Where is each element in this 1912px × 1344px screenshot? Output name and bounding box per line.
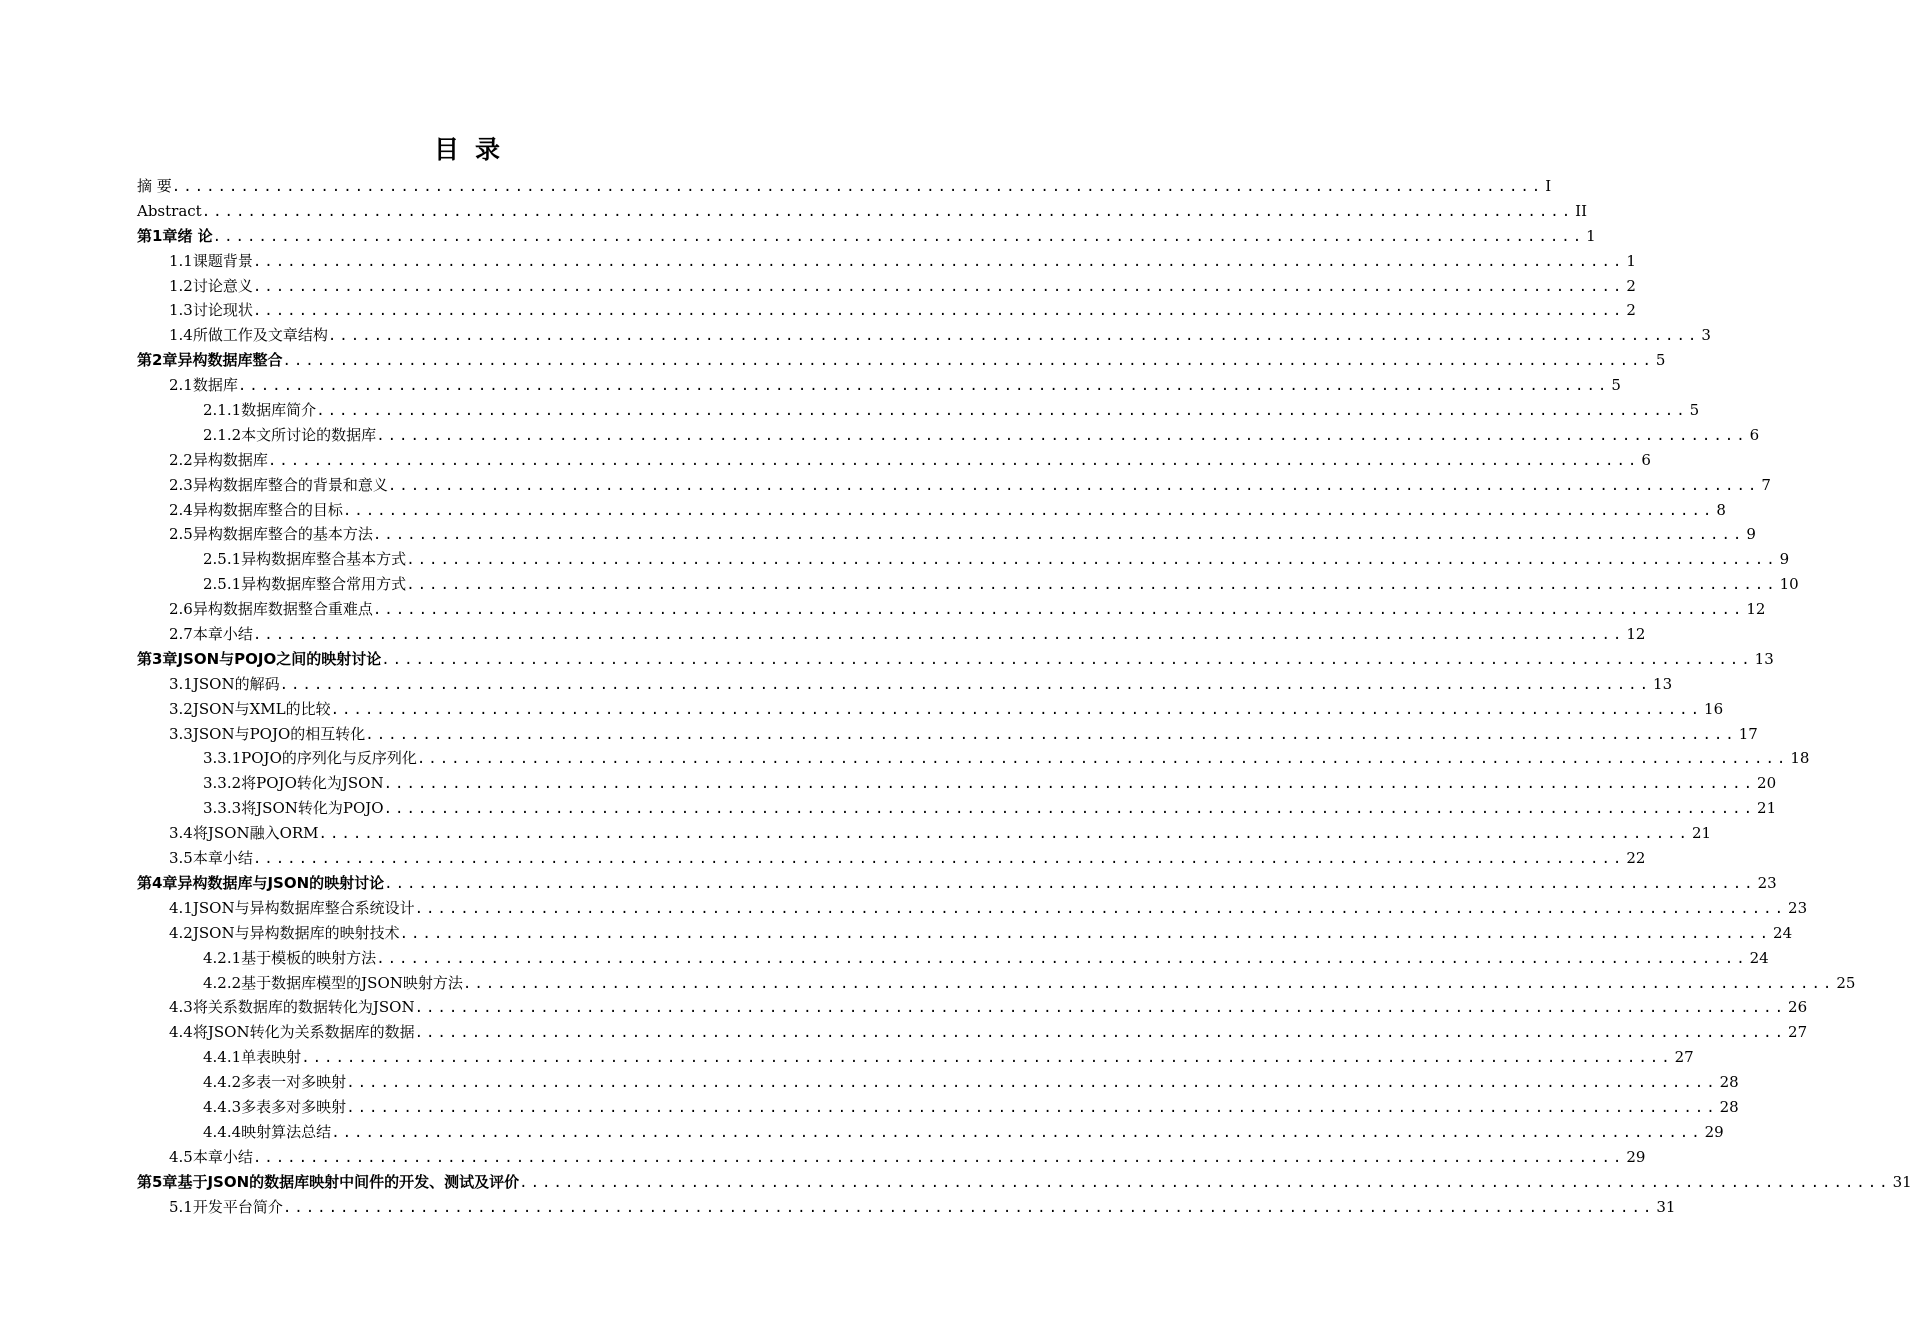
toc-entry-page: 21 [1757, 799, 1777, 818]
toc-leader-dots: ........................................................................................................................ [376, 427, 1748, 444]
toc-leader-dots: ........................................................................................................................ [316, 403, 1688, 420]
toc-entry[interactable] [137, 946, 1769, 971]
toc-entry-number: 3.5 [169, 849, 193, 868]
toc-entry-page: 2 [1626, 276, 1636, 295]
toc-leader-dots: ........................................................................................................................ [237, 378, 1610, 395]
toc-entry[interactable] [137, 1020, 1808, 1045]
toc-entry-number: 2.1.1 [203, 401, 242, 420]
toc-entry-page: 23 [1788, 898, 1808, 917]
toc-entry-title: 开发平台简介 [192, 1197, 283, 1216]
toc-entry-title: 基于数据库模型的JSON映射方法 [241, 973, 463, 992]
toc-leader-dots: ........................................................................................................................ [406, 552, 1778, 569]
toc-leader-dots: ........................................................................................................................ [372, 602, 1745, 619]
toc-entry-number: 3.3.1 [203, 749, 242, 768]
toc-leader-dots: ........................................................................................................................ [171, 179, 1544, 195]
toc-entry-number: 5.1 [169, 1197, 193, 1216]
toc-entry[interactable] [137, 1195, 1676, 1220]
toc-entry-title: 摘 要 [137, 177, 172, 195]
toc-entry-title: 本文所讨论的数据库 [241, 425, 377, 444]
page-title: 目录 [433, 135, 516, 164]
toc-entry-number: 第1章 [137, 226, 178, 245]
toc-entry-page: 26 [1788, 998, 1808, 1017]
toc-entry-number: 4.5 [169, 1147, 193, 1166]
toc-entry-title: JSON的解码 [192, 674, 280, 693]
toc-entry[interactable] [137, 498, 1726, 523]
toc-entry-page: 13 [1754, 649, 1774, 668]
toc-entry-number: 1.4 [169, 326, 193, 345]
toc-entry-page: 1 [1586, 226, 1596, 245]
toc-entry-page: 5 [1689, 401, 1700, 420]
toc-leader-dots: ........................................................................................................................ [387, 477, 1760, 494]
toc-entry-page: 2 [1626, 301, 1636, 320]
toc-leader-dots: ........................................................................................................................ [330, 701, 1703, 718]
toc-entry-title: 本章小结 [192, 849, 253, 868]
toc-entry[interactable] [137, 522, 1756, 547]
toc-leader-dots: ........................................................................................................................ [252, 627, 1625, 644]
toc-entry[interactable] [137, 597, 1766, 622]
toc-entry-page: 24 [1773, 923, 1793, 942]
toc-entry-number: 4.4 [169, 1023, 193, 1042]
toc-entry-page: II [1575, 201, 1588, 220]
toc-entry-title: 数据库简介 [241, 401, 317, 420]
toc-leader-dots: ........................................................................................................................ [252, 1149, 1625, 1166]
toc-entry-number: 4.4.4 [203, 1122, 242, 1141]
toc-entry-number: 1.1 [169, 251, 193, 270]
toc-entry-number: 3.3 [169, 724, 193, 743]
toc-entry[interactable] [137, 1045, 1694, 1070]
toc-entry[interactable] [137, 298, 1636, 323]
toc-entry-title: 异构数据库整合常用方式 [241, 575, 407, 594]
toc-entry-number: 4.2 [169, 923, 193, 942]
toc-entry-page: 8 [1716, 500, 1726, 519]
toc-entry[interactable] [137, 199, 1588, 224]
toc-entry-page: 17 [1738, 724, 1758, 743]
toc-leader-dots: ........................................................................................................................ [416, 751, 1789, 768]
toc-entry-page: 27 [1788, 1023, 1808, 1042]
toc-entry[interactable] [137, 572, 1799, 597]
toc-entry[interactable] [137, 323, 1711, 348]
toc-entry[interactable] [137, 1170, 1912, 1195]
toc-entry[interactable] [137, 796, 1777, 821]
toc-leader-dots: ........................................................................................................................ [282, 1199, 1655, 1216]
toc-entry-page: 6 [1749, 425, 1760, 444]
toc-leader-dots: ........................................................................................................................ [346, 1099, 1718, 1116]
toc-entry-number: 2.4 [169, 500, 193, 519]
toc-entry-title: 将JSON融入ORM [192, 824, 319, 843]
toc-leader-dots: ........................................................................................................................ [383, 801, 1756, 818]
toc-leader-dots: ........................................................................................................................ [201, 203, 1574, 220]
toc-entry[interactable] [137, 697, 1724, 722]
toc-leader-dots: ........................................................................................................................ [414, 1025, 1787, 1042]
toc-entry-title: JSON与POJO的相互转化 [192, 724, 366, 743]
toc-entry-title: 单表映射 [241, 1048, 302, 1067]
toc-entry-page: 29 [1626, 1147, 1646, 1166]
toc-entry-number: 2.5.1 [203, 550, 242, 569]
toc-entry-title: JSON与异构数据库整合系统设计 [192, 898, 415, 917]
toc-entry[interactable] [137, 174, 1552, 199]
toc-entry-page: 31 [1656, 1197, 1676, 1216]
toc-entry-page: 22 [1626, 849, 1646, 868]
toc-entry[interactable] [137, 622, 1646, 647]
toc-entry-title: 异构数据库 [192, 450, 268, 469]
toc-entry-page: 23 [1757, 873, 1777, 892]
toc-entry[interactable] [137, 274, 1636, 299]
toc-entry-page: 5 [1611, 376, 1621, 395]
toc-entry[interactable] [137, 746, 1810, 771]
toc-leader-dots: ........................................................................................................................ [342, 502, 1715, 519]
toc-entry-title: 将JSON转化为关系数据库的数据 [192, 1023, 415, 1042]
toc-leader-dots: ........................................................................................................................ [252, 278, 1625, 295]
table-of-contents [137, 174, 1912, 1219]
toc-entry-number: 4.2.1 [203, 948, 242, 967]
toc-entry-title: 将JSON转化为POJO [241, 799, 384, 818]
toc-entry-number: 4.3 [169, 998, 193, 1017]
toc-leader-dots: ........................................................................................................................ [384, 875, 1756, 892]
toc-leader-dots: ........................................................................................................................ [267, 452, 1640, 469]
toc-entry-number: 2.1.2 [203, 425, 242, 444]
toc-leader-dots: ........................................................................................................................ [372, 527, 1745, 544]
toc-leader-dots: ........................................................................................................................ [383, 776, 1756, 793]
toc-entry-title: 所做工作及文章结构 [192, 326, 328, 345]
toc-entry-page: 9 [1779, 550, 1790, 569]
toc-entry-title: 讨论意义 [192, 276, 253, 295]
toc-entry-number: 4.2.2 [203, 973, 242, 992]
toc-entry-number: 2.5 [169, 525, 193, 544]
toc-entry[interactable] [137, 423, 1760, 448]
toc-entry-number: 2.7 [169, 625, 193, 644]
toc-entry-page: 16 [1704, 699, 1724, 718]
toc-leader-dots: ........................................................................................................................ [252, 253, 1625, 270]
toc-leader-dots: ........................................................................................................................ [346, 1075, 1718, 1092]
toc-entry-title: 将关系数据库的数据转化为JSON [192, 998, 415, 1017]
toc-entry-title: 异构数据库整合 [177, 351, 283, 370]
toc-leader-dots: ........................................................................................................................ [406, 577, 1778, 594]
toc-leader-dots: ........................................................................................................................ [318, 826, 1690, 843]
toc-entry-number: 3.1 [169, 674, 193, 693]
toc-entry-title: 本章小结 [192, 1147, 253, 1166]
toc-entry[interactable] [137, 249, 1636, 274]
toc-entry-page: 21 [1691, 824, 1712, 843]
toc-leader-dots: ........................................................................................................................ [519, 1174, 1891, 1191]
toc-entry-number: 1.2 [169, 276, 193, 295]
toc-entry[interactable] [137, 1095, 1739, 1120]
toc-entry-number: 2.6 [169, 600, 193, 619]
toc-entry-title: 异构数据库整合基本方式 [241, 550, 407, 569]
toc-entry[interactable] [137, 224, 1596, 249]
toc-entry-title: 异构数据库整合的背景和意义 [192, 475, 388, 494]
toc-leader-dots: ........................................................................................................................ [282, 353, 1654, 370]
toc-entry-page: 13 [1653, 674, 1673, 693]
toc-entry-number: 4.4.1 [203, 1048, 242, 1067]
toc-entry-page: 10 [1779, 575, 1799, 594]
toc-entry-title: JSON与异构数据库的映射技术 [192, 923, 400, 942]
toc-entry[interactable] [137, 771, 1777, 796]
toc-entry[interactable] [137, 448, 1651, 473]
toc-entry-title: JSON与POJO之间的映射讨论 [177, 649, 382, 668]
toc-entry-page: 28 [1719, 1073, 1739, 1092]
toc-entry-number: 2.2 [169, 450, 193, 469]
toc-entry-title: 异构数据库数据整合重难点 [192, 600, 373, 619]
toc-entry-number: 4.1 [169, 898, 193, 917]
toc-entry-title: 基于JSON的数据库映射中间件的开发、测试及评价 [177, 1172, 520, 1191]
toc-leader-dots: ........................................................................................................................ [252, 303, 1625, 320]
toc-entry-number: 1.3 [169, 301, 193, 320]
toc-entry-title: 绪 论 [177, 226, 213, 245]
toc-entry-title: 异构数据库与JSON的映射讨论 [177, 873, 385, 892]
toc-entry[interactable] [137, 1145, 1646, 1170]
toc-entry-page: 20 [1757, 774, 1777, 793]
toc-entry-page: 9 [1746, 525, 1756, 544]
toc-leader-dots: ........................................................................................................................ [279, 676, 1652, 693]
toc-entry-page: 1 [1626, 251, 1636, 270]
toc-entry-number: 第5章 [137, 1172, 178, 1191]
toc-leader-dots: ........................................................................................................................ [331, 1124, 1703, 1141]
toc-leader-dots: ........................................................................................................................ [252, 851, 1625, 868]
toc-entry-title: 映射算法总结 [241, 1122, 332, 1141]
toc-entry-page: 18 [1790, 749, 1810, 768]
toc-entry-page: I [1545, 177, 1552, 195]
toc-entry-title: 多表多对多映射 [241, 1097, 347, 1116]
toc-entry[interactable] [137, 871, 1777, 896]
toc-entry-page: 24 [1749, 948, 1769, 967]
toc-entry[interactable] [137, 373, 1621, 398]
toc-entry-page: 28 [1719, 1097, 1739, 1116]
toc-entry-number: 3.4 [169, 824, 193, 843]
toc-entry-title: 将POJO转化为JSON [241, 774, 384, 793]
toc-entry[interactable] [137, 896, 1808, 921]
toc-entry-page: 3 [1701, 326, 1711, 345]
toc-entry-page: 25 [1836, 973, 1856, 992]
toc-leader-dots: ........................................................................................................................ [381, 651, 1753, 668]
toc-leader-dots: ........................................................................................................................ [462, 975, 1835, 992]
toc-entry[interactable] [137, 1070, 1739, 1095]
toc-entry-title: 课题背景 [192, 251, 253, 270]
toc-entry-title: 异构数据库整合的目标 [192, 500, 343, 519]
toc-entry[interactable] [137, 846, 1646, 871]
toc-entry-title: 数据库 [192, 376, 238, 395]
toc-entry-number: 4.4.3 [203, 1097, 242, 1116]
toc-entry[interactable] [137, 547, 1790, 572]
toc-entry-title: POJO的序列化与反序列化 [241, 749, 417, 768]
toc-entry-page: 12 [1746, 600, 1766, 619]
toc-entry-number: 第4章 [137, 873, 178, 892]
toc-entry[interactable] [137, 1120, 1724, 1145]
toc-entry-title: 讨论现状 [192, 301, 253, 320]
toc-entry-page: 5 [1655, 351, 1666, 370]
toc-entry-number: 3.3.2 [203, 774, 242, 793]
toc-entry-title: 本章小结 [192, 625, 253, 644]
toc-entry-number: 2.1 [169, 376, 193, 395]
toc-leader-dots: ........................................................................................................................ [365, 726, 1737, 743]
toc-entry-number: 4.4.2 [203, 1073, 242, 1092]
toc-entry-page: 6 [1641, 450, 1651, 469]
toc-entry-title: JSON与XML的比较 [192, 699, 331, 718]
toc-leader-dots: ........................................................................................................................ [301, 1050, 1673, 1067]
toc-entry[interactable] [137, 995, 1808, 1020]
toc-leader-dots: ........................................................................................................................ [414, 900, 1787, 917]
toc-entry[interactable] [137, 921, 1793, 946]
toc-entry[interactable] [137, 348, 1666, 373]
toc-leader-dots: ........................................................................................................................ [212, 228, 1585, 245]
toc-entry[interactable] [137, 971, 1856, 996]
toc-entry-number: 2.3 [169, 475, 193, 494]
toc-entry[interactable] [137, 821, 1712, 846]
toc-entry-number: 2.5.1 [203, 575, 242, 594]
toc-entry-number: 第2章 [137, 351, 178, 370]
toc-entry-title: Abstract [137, 201, 202, 220]
toc-leader-dots: ........................................................................................................................ [376, 950, 1748, 967]
toc-entry-page: 7 [1761, 475, 1771, 494]
toc-entry[interactable] [137, 398, 1700, 423]
toc-entry-title: 基于模板的映射方法 [241, 948, 377, 967]
toc-leader-dots: ........................................................................................................................ [399, 925, 1772, 942]
toc-entry[interactable] [137, 473, 1771, 498]
toc-entry[interactable] [137, 647, 1774, 672]
toc-leader-dots: ........................................................................................................................ [327, 328, 1700, 345]
toc-entry-number: 第3章 [137, 649, 178, 668]
toc-entry-title: 异构数据库整合的基本方法 [192, 525, 373, 544]
toc-entry-title: 多表一对多映射 [241, 1073, 347, 1092]
toc-leader-dots: ........................................................................................................................ [414, 1000, 1787, 1017]
toc-entry[interactable] [137, 722, 1758, 747]
toc-entry-number: 3.3.3 [203, 799, 242, 818]
toc-entry-number: 3.2 [169, 699, 193, 718]
toc-entry-page: 12 [1626, 625, 1646, 644]
toc-entry[interactable] [137, 672, 1673, 697]
toc-entry-page: 29 [1704, 1122, 1724, 1141]
toc-entry-page: 27 [1674, 1048, 1694, 1067]
toc-entry-page: 31 [1892, 1172, 1912, 1191]
